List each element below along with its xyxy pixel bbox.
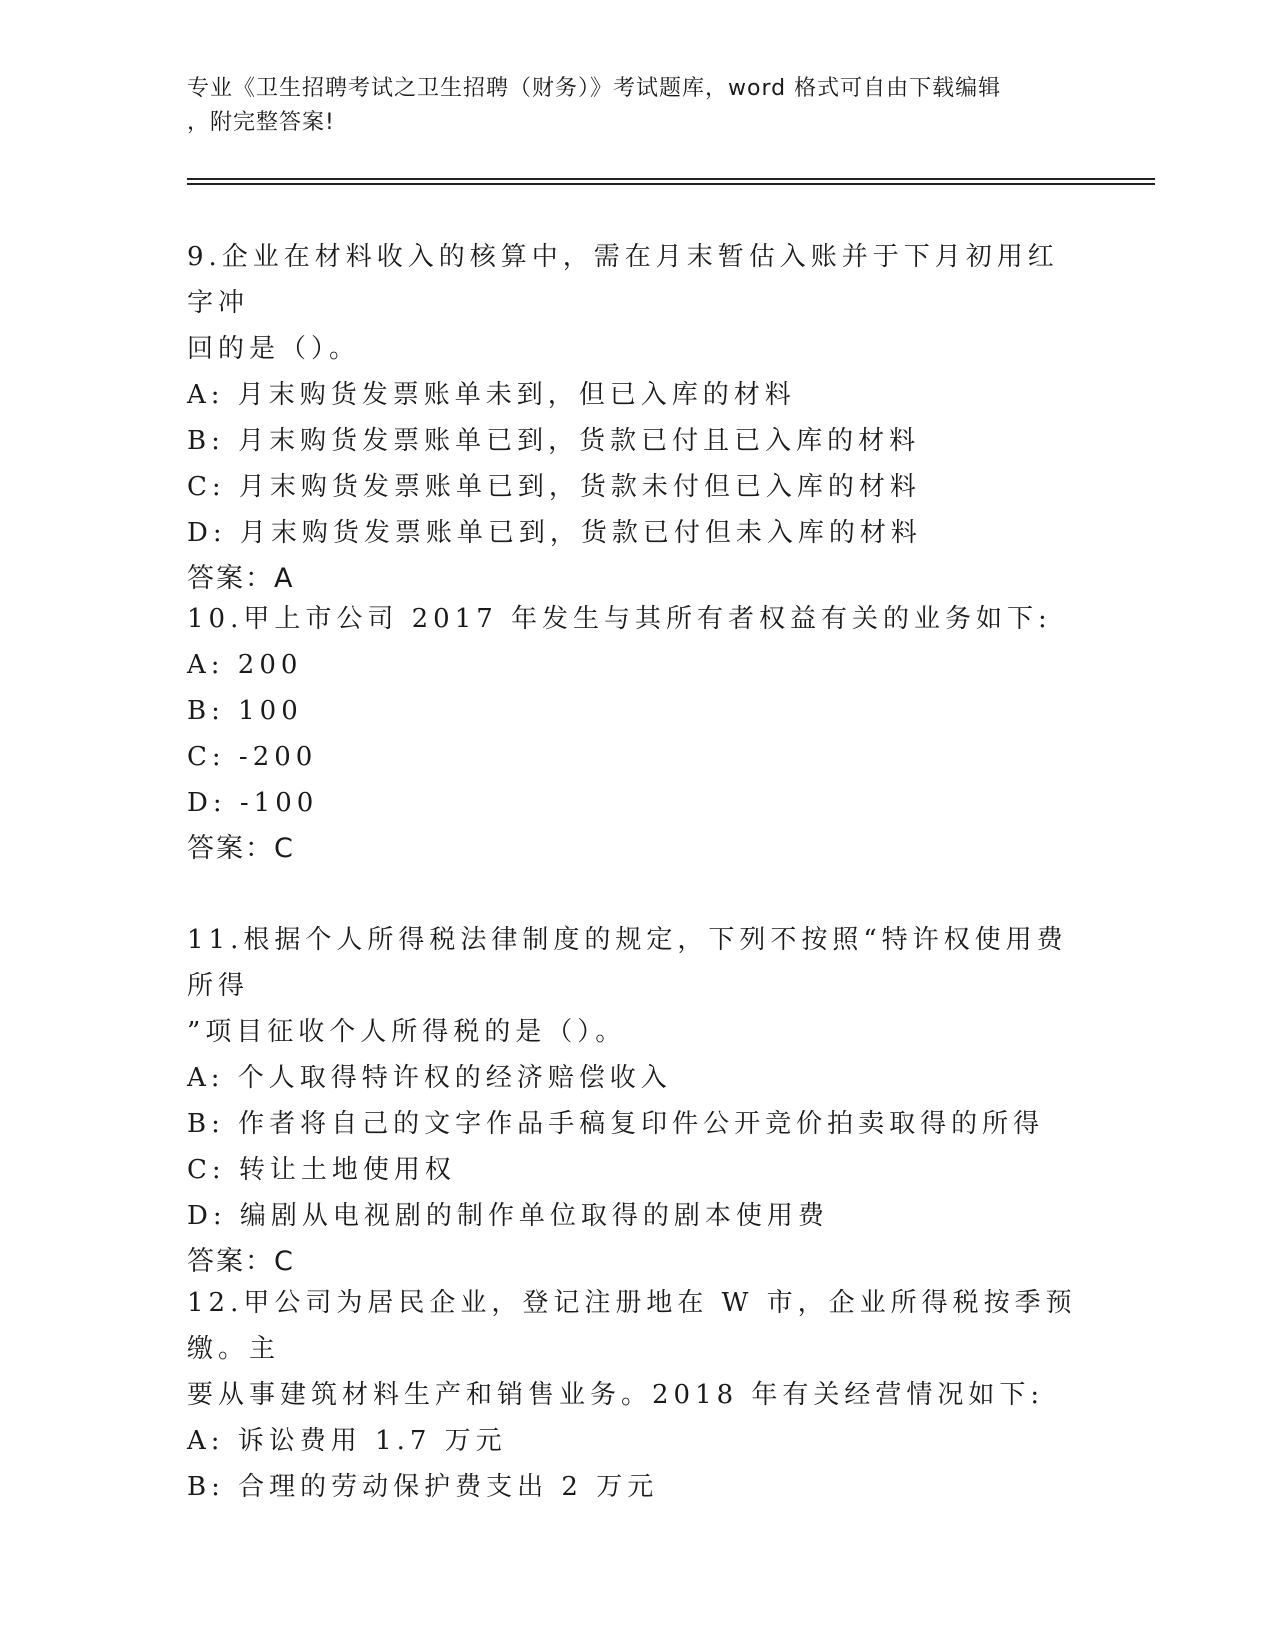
header-line-1: 专业《卫生招聘考试之卫生招聘（财务）》考试题库，word 格式可自由下载编辑 (187, 76, 1002, 101)
option-c: C: 月末购货发票账单已到，货款未付但已入库的材料 (187, 472, 921, 502)
header-line-2: ，附完整答案! (187, 110, 335, 135)
question-9 (187, 234, 1087, 602)
question-12 (187, 1280, 1087, 1510)
option-a: A: 200 (187, 650, 303, 680)
answer: 答案：C (187, 833, 295, 864)
question-stem-line: 要从事建筑材料生产和销售业务。2018 年有关经营情况如下: (187, 1380, 1045, 1410)
option-b: B: 合理的劳动保护费支出 2 万元 (187, 1472, 659, 1502)
option-b: B: 100 (187, 696, 303, 726)
option-d: D: 编剧从电视剧的制作单位取得的剧本使用费 (187, 1201, 829, 1231)
option-c: C: 转让土地使用权 (187, 1155, 456, 1185)
document-header (187, 72, 1087, 140)
option-c: C: -200 (187, 742, 318, 772)
question-stem-line: 11.根据个人所得税法律制度的规定，下列不按照“特许权使用费所得 (187, 925, 1068, 1001)
question-10 (187, 596, 1087, 872)
option-d: D: -100 (187, 788, 319, 818)
option-a: A: 月末购货发票账单未到，但已入库的材料 (187, 380, 796, 410)
question-11 (187, 917, 1087, 1285)
option-a: A: 个人取得特许权的经济赔偿收入 (187, 1063, 672, 1093)
option-b: B: 月末购货发票账单已到，货款已付且已入库的材料 (187, 426, 921, 456)
option-a: A: 诉讼费用 1.7 万元 (187, 1426, 507, 1456)
question-stem-line: ”项目征收个人所得税的是（）。 (187, 1017, 627, 1047)
header-divider-top (187, 178, 1155, 180)
question-stem-line: 10.甲上市公司 2017 年发生与其所有者权益有关的业务如下: (187, 604, 1052, 634)
question-stem-line: 回的是（）。 (187, 334, 361, 364)
header-divider-bottom (187, 183, 1155, 185)
option-d: D: 月末购货发票账单已到，货款已付但未入库的材料 (187, 518, 922, 548)
answer: 答案：C (187, 1246, 295, 1277)
answer: 答案：A (187, 563, 295, 594)
option-b: B: 作者将自己的文字作品手稿复印件公开竞价拍卖取得的所得 (187, 1109, 1045, 1139)
question-stem-line: 9.企业在材料收入的核算中，需在月末暂估入账并于下月初用红字冲 (187, 242, 1059, 318)
question-stem-line: 12.甲公司为居民企业，登记注册地在 W 市，企业所得税按季预缴。主 (187, 1288, 1077, 1364)
